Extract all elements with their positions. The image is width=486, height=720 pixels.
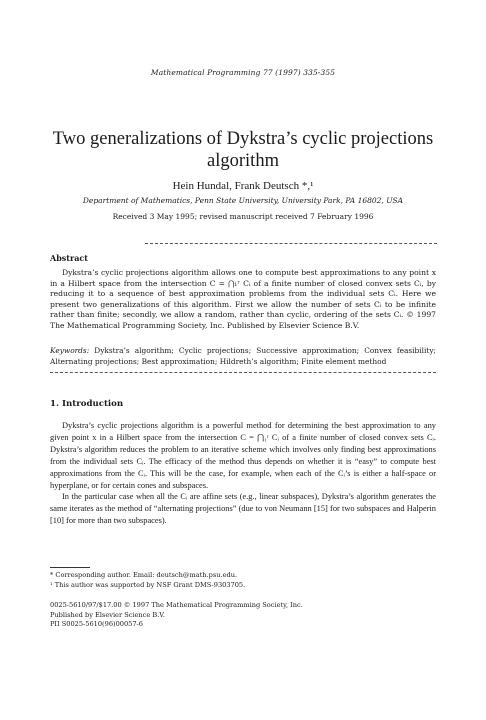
keywords-label: Keywords:	[50, 346, 90, 355]
intro-paragraph-2: In the particular case when all the Cᵢ are affine sets (e.g., linear subspaces), Dykstra’s algorithm generates the same iterates as the method of “alternating projections” (due to von Neumann [15] for two subspaces and Halperin [10] for more than two subspaces).	[50, 492, 436, 526]
paper-title: Two generalizations of Dykstra’s cyclic projections algorithm	[52, 129, 434, 171]
abstract-bottom-rule	[50, 372, 436, 373]
copyright-line-2: Published by Elsevier Science B.V.	[50, 610, 166, 619]
introduction-text-block	[50, 420, 436, 527]
section-heading-introduction: 1. Introduction	[50, 399, 124, 409]
affiliation: Department of Mathematics, Penn State University, University Park, PA 16802, USA	[82, 196, 404, 205]
running-head: Mathematical Programming 77 (1997) 335-355	[150, 68, 336, 77]
keywords-block	[50, 346, 436, 367]
abstract-heading: Abstract	[50, 253, 88, 263]
received-date: Received 3 May 1995; revised manuscript received 7 February 1996	[112, 212, 374, 221]
abstract-text: Dykstra’s cyclic projections algorithm allows one to compute best approximations to any point x in a Hilbert space from the intersection C = ⋂₁ʳ Cᵢ of a finite number of closed convex sets Cᵢ, by reducing it to a sequence of best approximation problems from the individual sets Cᵢ. Here we present two generalizations of this algorithm. First we allow the number of sets Cᵢ to be infinite rather than finite; secondly, we allow a random, rather than cyclic, ordering of the sets Cᵢ. © 1997 The Mathematical Programming Society, Inc. Published by Elsevier Science B.V.	[50, 268, 436, 330]
copyright-block	[50, 601, 436, 630]
copyright-line-1: 0025-5610/97/$17.00 © 1997 The Mathematical Programming Society, Inc.	[50, 601, 303, 609]
footnote-rule	[50, 567, 90, 568]
abstract-text-block	[50, 268, 436, 332]
authors: Hein Hundal, Frank Deutsch *,¹	[172, 180, 314, 192]
footnotes	[50, 571, 436, 590]
abstract-top-rule	[145, 243, 437, 244]
keywords-text: Dykstra’s algorithm; Cyclic projections; Successive approximation; Convex feasibility; Alternating projections; Best approximation; Hildreth’s algorithm; Finite element method	[50, 346, 436, 366]
footnote-grant: ¹ This author was supported by NSF Grant DMS-9303705.	[50, 580, 246, 589]
intro-paragraph-1: Dykstra’s cyclic projections algorithm is a powerful method for determining the best approximation to any given point x in a Hilbert space from the intersection C = ⋂₁ʳ Cᵢ of a finite number of closed convex sets Cᵢ. Dykstra’s algorithm reduces the problem to an iterative scheme which involves only finding best approximations from the individual sets Cᵢ. The efficacy of the method thus depends on whether it is “easy” to compute best approximations from the Cᵢ. This will be the case, for example, when each of the Cᵢ’s is either a half-space or hyperplane, or for certain cones and subspaces.	[50, 421, 436, 490]
copyright-line-3: PII S0025-5610(96)00057-6	[50, 620, 143, 629]
footnote-corresponding-author: * Corresponding author. Email: deutsch@math.psu.edu.	[50, 571, 238, 579]
